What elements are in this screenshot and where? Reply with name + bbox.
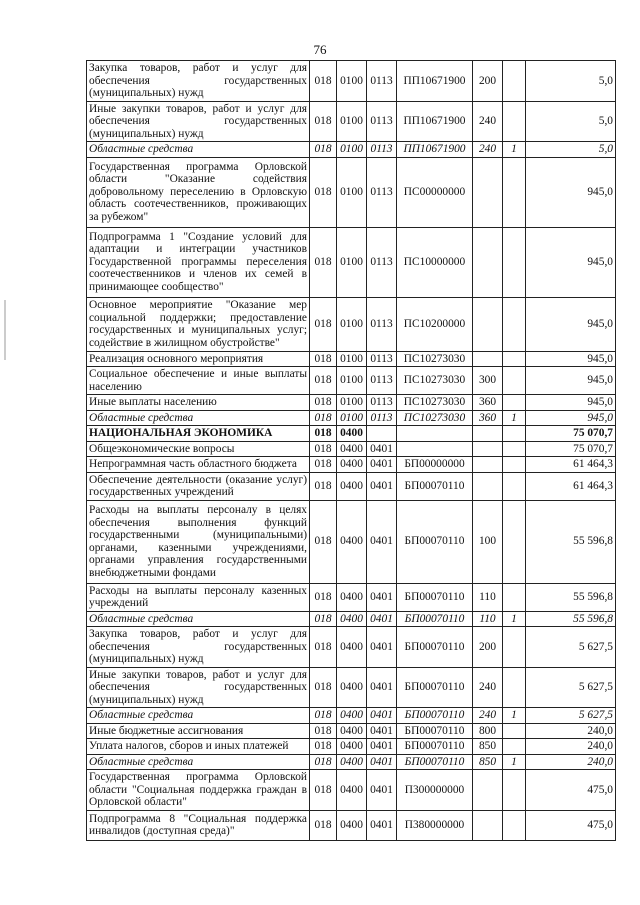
cell-pr: 0113 bbox=[367, 142, 397, 158]
cell-gr: 018 bbox=[310, 395, 337, 411]
table-row bbox=[87, 667, 616, 708]
cell-name: Подпрограмма 8 "Социальная поддержка инвалидов (доступная среда)" bbox=[87, 810, 310, 840]
cell-src bbox=[503, 723, 526, 739]
cell-rz: 0100 bbox=[337, 410, 367, 426]
cell-amount: 5 627,5 bbox=[526, 708, 616, 724]
cell-vr: 240 bbox=[473, 708, 503, 724]
cell-csr: БП00070110 bbox=[397, 611, 473, 627]
cell-csr: ПС10273030 bbox=[397, 395, 473, 411]
table-row bbox=[87, 457, 616, 473]
cell-src bbox=[503, 627, 526, 668]
cell-name: Расходы на выплаты персоналу в целях обеспечения выполнения функций государственными (муниципальными) органами, казенными учреждениями, органами управления государственными внебюджетными фондами bbox=[87, 500, 310, 583]
cell-vr bbox=[473, 426, 503, 442]
cell-vr: 240 bbox=[473, 667, 503, 708]
page-number: 76 bbox=[313, 42, 327, 57]
table-row bbox=[87, 441, 616, 457]
cell-rz: 0400 bbox=[337, 457, 367, 473]
cell-gr: 018 bbox=[310, 367, 337, 395]
cell-rz: 0100 bbox=[337, 395, 367, 411]
table-row bbox=[87, 101, 616, 142]
cell-pr: 0113 bbox=[367, 61, 397, 102]
cell-rz: 0400 bbox=[337, 754, 367, 770]
cell-rz: 0100 bbox=[337, 157, 367, 227]
cell-vr bbox=[473, 810, 503, 840]
cell-gr: 018 bbox=[310, 810, 337, 840]
cell-csr: ПП10671900 bbox=[397, 101, 473, 142]
table-row bbox=[87, 810, 616, 840]
cell-pr: 0401 bbox=[367, 457, 397, 473]
cell-name: Областные средства bbox=[87, 611, 310, 627]
cell-src: 1 bbox=[503, 410, 526, 426]
table-row bbox=[87, 627, 616, 668]
cell-vr bbox=[473, 472, 503, 500]
cell-amount: 55 596,8 bbox=[526, 611, 616, 627]
cell-name: Государственная программа Орловской области "Оказание содействия добровольному переселению в Орловскую область соотечественников, проживающих за рубежом" bbox=[87, 157, 310, 227]
cell-vr: 200 bbox=[473, 61, 503, 102]
cell-name: Расходы на выплаты персоналу казенных учреждений bbox=[87, 583, 310, 611]
cell-amount: 75 070,7 bbox=[526, 426, 616, 442]
cell-pr: 0401 bbox=[367, 667, 397, 708]
cell-vr: 360 bbox=[473, 395, 503, 411]
cell-pr: 0113 bbox=[367, 297, 397, 351]
cell-pr: 0401 bbox=[367, 708, 397, 724]
cell-vr: 300 bbox=[473, 367, 503, 395]
cell-amount: 945,0 bbox=[526, 367, 616, 395]
cell-pr: 0113 bbox=[367, 157, 397, 227]
cell-pr: 0113 bbox=[367, 101, 397, 142]
cell-vr bbox=[473, 297, 503, 351]
cell-amount: 55 596,8 bbox=[526, 583, 616, 611]
cell-name: Обеспечение деятельности (оказание услуг) государственных учреждений bbox=[87, 472, 310, 500]
cell-amount: 240,0 bbox=[526, 739, 616, 755]
cell-pr: 0401 bbox=[367, 810, 397, 840]
cell-rz: 0400 bbox=[337, 667, 367, 708]
cell-src bbox=[503, 667, 526, 708]
table-row bbox=[87, 410, 616, 426]
cell-vr: 100 bbox=[473, 500, 503, 583]
table-row bbox=[87, 61, 616, 102]
cell-name: НАЦИОНАЛЬНАЯ ЭКОНОМИКА bbox=[87, 426, 310, 442]
cell-gr: 018 bbox=[310, 351, 337, 367]
cell-rz: 0400 bbox=[337, 739, 367, 755]
cell-vr: 800 bbox=[473, 723, 503, 739]
cell-pr: 0113 bbox=[367, 410, 397, 426]
cell-gr: 018 bbox=[310, 441, 337, 457]
cell-amount: 55 596,8 bbox=[526, 500, 616, 583]
cell-csr: П380000000 bbox=[397, 810, 473, 840]
cell-rz: 0400 bbox=[337, 611, 367, 627]
cell-csr bbox=[397, 441, 473, 457]
cell-vr bbox=[473, 770, 503, 811]
table-row bbox=[87, 723, 616, 739]
cell-csr bbox=[397, 426, 473, 442]
cell-amount: 475,0 bbox=[526, 770, 616, 811]
cell-src: 1 bbox=[503, 611, 526, 627]
cell-vr bbox=[473, 227, 503, 297]
table-row bbox=[87, 157, 616, 227]
cell-name: Непрограммная часть областного бюджета bbox=[87, 457, 310, 473]
cell-amount: 945,0 bbox=[526, 395, 616, 411]
table-row bbox=[87, 351, 616, 367]
cell-gr: 018 bbox=[310, 297, 337, 351]
cell-rz: 0100 bbox=[337, 227, 367, 297]
cell-amount: 61 464,3 bbox=[526, 472, 616, 500]
cell-src bbox=[503, 441, 526, 457]
cell-name: Областные средства bbox=[87, 410, 310, 426]
cell-rz: 0100 bbox=[337, 367, 367, 395]
cell-gr: 018 bbox=[310, 739, 337, 755]
cell-gr: 018 bbox=[310, 426, 337, 442]
cell-pr: 0401 bbox=[367, 583, 397, 611]
cell-csr: ПС00000000 bbox=[397, 157, 473, 227]
cell-name: Уплата налогов, сборов и иных платежей bbox=[87, 739, 310, 755]
cell-rz: 0100 bbox=[337, 101, 367, 142]
table-row bbox=[87, 472, 616, 500]
cell-gr: 018 bbox=[310, 770, 337, 811]
cell-pr: 0401 bbox=[367, 770, 397, 811]
cell-src bbox=[503, 351, 526, 367]
cell-src bbox=[503, 61, 526, 102]
cell-name: Областные средства bbox=[87, 754, 310, 770]
table-row bbox=[87, 770, 616, 811]
cell-name: Закупка товаров, работ и услуг для обеспечения государственных (муниципальных) нужд bbox=[87, 61, 310, 102]
cell-gr: 018 bbox=[310, 457, 337, 473]
cell-vr: 240 bbox=[473, 101, 503, 142]
cell-vr bbox=[473, 457, 503, 473]
cell-rz: 0400 bbox=[337, 770, 367, 811]
cell-rz: 0400 bbox=[337, 426, 367, 442]
table-row bbox=[87, 708, 616, 724]
cell-pr: 0401 bbox=[367, 611, 397, 627]
cell-csr: ПС10273030 bbox=[397, 367, 473, 395]
cell-rz: 0400 bbox=[337, 583, 367, 611]
cell-vr: 850 bbox=[473, 754, 503, 770]
cell-pr: 0113 bbox=[367, 351, 397, 367]
cell-pr: 0401 bbox=[367, 500, 397, 583]
cell-amount: 5,0 bbox=[526, 101, 616, 142]
cell-csr: П300000000 bbox=[397, 770, 473, 811]
cell-gr: 018 bbox=[310, 583, 337, 611]
cell-name: Государственная программа Орловской области "Социальная поддержка граждан в Орловской области" bbox=[87, 770, 310, 811]
cell-pr: 0113 bbox=[367, 367, 397, 395]
cell-name: Общеэкономические вопросы bbox=[87, 441, 310, 457]
cell-csr: БП00070110 bbox=[397, 500, 473, 583]
cell-gr: 018 bbox=[310, 708, 337, 724]
cell-csr: БП00070110 bbox=[397, 723, 473, 739]
cell-csr: ПС10273030 bbox=[397, 410, 473, 426]
cell-amount: 945,0 bbox=[526, 351, 616, 367]
cell-pr bbox=[367, 426, 397, 442]
cell-rz: 0400 bbox=[337, 708, 367, 724]
table-row bbox=[87, 395, 616, 411]
cell-src bbox=[503, 227, 526, 297]
table-row bbox=[87, 367, 616, 395]
table-row bbox=[87, 739, 616, 755]
cell-name: Социальное обеспечение и иные выплаты населению bbox=[87, 367, 310, 395]
cell-amount: 5 627,5 bbox=[526, 627, 616, 668]
cell-src bbox=[503, 395, 526, 411]
cell-rz: 0400 bbox=[337, 810, 367, 840]
cell-gr: 018 bbox=[310, 472, 337, 500]
cell-name: Областные средства bbox=[87, 708, 310, 724]
cell-src bbox=[503, 770, 526, 811]
cell-src bbox=[503, 472, 526, 500]
cell-vr: 110 bbox=[473, 583, 503, 611]
cell-src bbox=[503, 101, 526, 142]
cell-rz: 0100 bbox=[337, 61, 367, 102]
cell-gr: 018 bbox=[310, 754, 337, 770]
cell-rz: 0400 bbox=[337, 627, 367, 668]
cell-src bbox=[503, 426, 526, 442]
cell-csr: БП00070110 bbox=[397, 627, 473, 668]
cell-gr: 018 bbox=[310, 410, 337, 426]
cell-pr: 0401 bbox=[367, 754, 397, 770]
table-row bbox=[87, 142, 616, 158]
cell-amount: 75 070,7 bbox=[526, 441, 616, 457]
cell-vr: 110 bbox=[473, 611, 503, 627]
cell-csr: ПП10671900 bbox=[397, 61, 473, 102]
cell-gr: 018 bbox=[310, 227, 337, 297]
cell-src bbox=[503, 583, 526, 611]
cell-pr: 0113 bbox=[367, 227, 397, 297]
cell-vr: 850 bbox=[473, 739, 503, 755]
cell-src bbox=[503, 457, 526, 473]
cell-name: Основное мероприятие "Оказание мер социальной поддержки; предоставление государственных и муниципальных услуг; содействие в жилищном обустройстве" bbox=[87, 297, 310, 351]
cell-csr: ПС10000000 bbox=[397, 227, 473, 297]
cell-gr: 018 bbox=[310, 667, 337, 708]
cell-pr: 0401 bbox=[367, 739, 397, 755]
cell-gr: 018 bbox=[310, 611, 337, 627]
cell-name: Реализация основного мероприятия bbox=[87, 351, 310, 367]
cell-name: Иные бюджетные ассигнования bbox=[87, 723, 310, 739]
cell-src: 1 bbox=[503, 142, 526, 158]
cell-src: 1 bbox=[503, 708, 526, 724]
cell-gr: 018 bbox=[310, 61, 337, 102]
cell-gr: 018 bbox=[310, 723, 337, 739]
cell-amount: 240,0 bbox=[526, 723, 616, 739]
cell-gr: 018 bbox=[310, 627, 337, 668]
cell-gr: 018 bbox=[310, 500, 337, 583]
cell-rz: 0400 bbox=[337, 441, 367, 457]
cell-vr bbox=[473, 351, 503, 367]
table-row bbox=[87, 500, 616, 583]
cell-amount: 945,0 bbox=[526, 297, 616, 351]
cell-name: Подпрограмма 1 "Создание условий для адаптации и интеграции участников Государственной программы переселения соотечественников и членов их семей в принимающее сообщество" bbox=[87, 227, 310, 297]
cell-src bbox=[503, 739, 526, 755]
cell-name: Иные закупки товаров, работ и услуг для обеспечения государственных (муниципальных) нужд bbox=[87, 667, 310, 708]
cell-amount: 945,0 bbox=[526, 157, 616, 227]
cell-gr: 018 bbox=[310, 101, 337, 142]
cell-rz: 0100 bbox=[337, 297, 367, 351]
cell-csr: БП00070110 bbox=[397, 583, 473, 611]
cell-rz: 0100 bbox=[337, 351, 367, 367]
cell-csr: БП00070110 bbox=[397, 754, 473, 770]
cell-amount: 240,0 bbox=[526, 754, 616, 770]
cell-name: Иные закупки товаров, работ и услуг для обеспечения государственных (муниципальных) нужд bbox=[87, 101, 310, 142]
cell-amount: 945,0 bbox=[526, 227, 616, 297]
cell-amount: 5,0 bbox=[526, 61, 616, 102]
cell-src bbox=[503, 157, 526, 227]
cell-pr: 0113 bbox=[367, 395, 397, 411]
cell-amount: 945,0 bbox=[526, 410, 616, 426]
cell-vr: 240 bbox=[473, 142, 503, 158]
cell-rz: 0100 bbox=[337, 142, 367, 158]
cell-vr bbox=[473, 441, 503, 457]
table-row bbox=[87, 754, 616, 770]
cell-vr bbox=[473, 157, 503, 227]
cell-csr: БП00000000 bbox=[397, 457, 473, 473]
cell-pr: 0401 bbox=[367, 472, 397, 500]
cell-csr: ПС10200000 bbox=[397, 297, 473, 351]
cell-gr: 018 bbox=[310, 157, 337, 227]
table-row bbox=[87, 297, 616, 351]
cell-csr: ПП10671900 bbox=[397, 142, 473, 158]
cell-amount: 5,0 bbox=[526, 142, 616, 158]
cell-src bbox=[503, 367, 526, 395]
cell-name: Областные средства bbox=[87, 142, 310, 158]
binding-mark bbox=[4, 300, 6, 360]
cell-name: Закупка товаров, работ и услуг для обеспечения государственных (муниципальных) нужд bbox=[87, 627, 310, 668]
cell-csr: БП00070110 bbox=[397, 667, 473, 708]
cell-pr: 0401 bbox=[367, 723, 397, 739]
cell-src bbox=[503, 297, 526, 351]
cell-pr: 0401 bbox=[367, 441, 397, 457]
cell-src bbox=[503, 810, 526, 840]
cell-csr: БП00070110 bbox=[397, 739, 473, 755]
cell-gr: 018 bbox=[310, 142, 337, 158]
cell-csr: БП00070110 bbox=[397, 472, 473, 500]
cell-csr: БП00070110 bbox=[397, 708, 473, 724]
cell-rz: 0400 bbox=[337, 723, 367, 739]
cell-vr: 200 bbox=[473, 627, 503, 668]
cell-rz: 0400 bbox=[337, 472, 367, 500]
cell-name: Иные выплаты населению bbox=[87, 395, 310, 411]
cell-csr: ПС10273030 bbox=[397, 351, 473, 367]
cell-amount: 5 627,5 bbox=[526, 667, 616, 708]
table-row bbox=[87, 227, 616, 297]
cell-vr: 360 bbox=[473, 410, 503, 426]
table-row bbox=[87, 611, 616, 627]
cell-pr: 0401 bbox=[367, 627, 397, 668]
budget-table bbox=[86, 60, 616, 841]
cell-rz: 0400 bbox=[337, 500, 367, 583]
cell-src: 1 bbox=[503, 754, 526, 770]
table-row bbox=[87, 426, 616, 442]
table-row bbox=[87, 583, 616, 611]
cell-amount: 475,0 bbox=[526, 810, 616, 840]
cell-amount: 61 464,3 bbox=[526, 457, 616, 473]
cell-src bbox=[503, 500, 526, 583]
